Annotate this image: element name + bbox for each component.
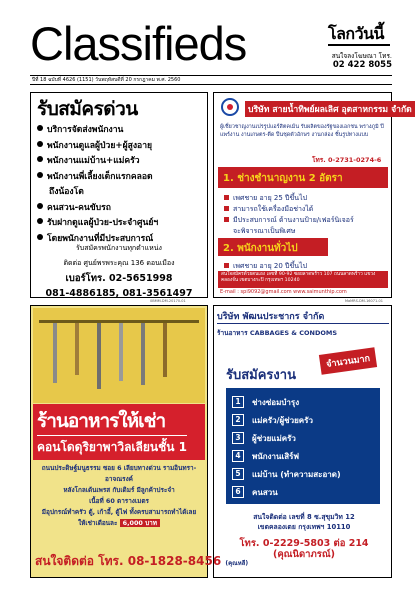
ad-recruitment-urgent xyxy=(30,92,208,298)
bullet-icon xyxy=(37,172,43,178)
list-item: เพศชาย อายุ 25 ปีขึ้นไป xyxy=(224,193,354,204)
ad2-email: E-mail : spi9092@gmail.com www.saimunthip.com xyxy=(220,289,347,295)
skimmer-icon xyxy=(119,323,123,381)
bullet-icon xyxy=(37,156,43,162)
bullet-icon xyxy=(224,263,229,268)
ad3-body-line: มีอุปกรณ์ทำครัว ตู้, เก้าอี้, ตู้ไฟ ทั้งครบสามารถทำได้เลย xyxy=(41,508,197,516)
list-item: 1 ช่างซ่อมบำรุง xyxy=(232,393,374,411)
ad2-list xyxy=(224,193,354,237)
bullet-icon xyxy=(37,125,43,131)
list-item: คนสวน-คนขับรถ xyxy=(37,201,205,217)
ad4-address: สนใจติดต่อ เลขที่ 8 ซ.สุขุมวิท 12 เขตคลองเตย กรุงเทพฯ 10110 xyxy=(253,513,355,531)
ad4-ribbon: จำนวนมาก xyxy=(319,347,377,375)
ad4-company: บริษัท พัฒนประชากร จำกัด xyxy=(217,312,325,322)
turner-icon xyxy=(141,323,145,385)
bullet-icon xyxy=(224,195,229,200)
list-item: พนักงานแม่บ้าน+แม่ครัว xyxy=(37,154,205,170)
ad3-banner xyxy=(33,404,205,460)
list-item: 4 พนักงานเสิร์ฟ xyxy=(232,447,374,465)
ad3-heading: ร้านอาหารให้เช่า xyxy=(37,410,166,432)
ad2-address: สนใจสมัครด้วยตนเอง เลขที่ 90-92 ซอยลาดพร้าว 107 ถนนลาดพร้าว แขวงคลองจั่น เขตบางกะปิ กรุงเทพฯ 10240 xyxy=(218,271,388,288)
ad1-code: 0BMM-DM-20170-01 xyxy=(150,299,186,303)
ad3-contact-name: (คุณหลี) xyxy=(225,560,249,567)
list-item-continuation: จะพิจารณาเป็นพิเศษ xyxy=(233,227,296,235)
ad2-phone: โทร. 0-2731-0274-6 xyxy=(312,156,382,164)
bullet-icon xyxy=(37,141,43,147)
list-item: 5 แม่บ้าน (ทำความสะอาด) xyxy=(232,465,374,483)
ad-saimunthip xyxy=(213,92,412,298)
list-item: บริการจัดส่งพนักงาน xyxy=(37,123,205,139)
ad3-price: 6,000 บาท xyxy=(120,519,160,527)
list-item: พนักงานพี่เลี้ยงเด็กแรกคลอด xyxy=(37,170,205,186)
ad3-body-line: ถนนประดิษฐ์มนูธรรม ซอย 6 เลียบทางด่วน รามอินทรา-อาจณรงค์ xyxy=(41,464,197,483)
ad1-heading: รับสมัครด่วน xyxy=(37,98,138,120)
spatula-icon xyxy=(53,323,57,383)
ad4-heading: รับสมัครงาน xyxy=(226,368,296,383)
ad3-body-line: หลังโกลเด้นเพรส กับเดิมร์ มีลูกค้าประจำ xyxy=(63,486,175,494)
ad4-subtitle: ร้านอาหาร CABBAGES & CONDOMS xyxy=(217,329,338,337)
ad-restaurant-rent xyxy=(30,305,249,578)
list-item: เพศชาย อายุ 20 ปีขึ้นไป xyxy=(224,261,307,272)
ad3-body-line: เนื้อที่ 60 ตารางเมตร xyxy=(89,497,149,505)
ad1-mobile: 081-4886185, 081-3561497 xyxy=(45,288,193,299)
masthead-title: Classifieds xyxy=(30,17,247,70)
bullet-icon xyxy=(224,206,229,211)
brand-logo: โลกวันนี้ xyxy=(328,24,384,43)
bullet-icon xyxy=(37,218,43,224)
kitchen-utensils-image xyxy=(33,308,205,403)
contact-block xyxy=(316,52,392,70)
bullet-icon xyxy=(224,217,229,222)
ad2-section-2: 2. พนักงานทั่วไป xyxy=(218,238,328,256)
contact-phone: 02 422 8055 xyxy=(332,60,392,70)
ad-cabbages-condoms xyxy=(213,305,392,578)
list-item-continuation: ถึงน้องโต xyxy=(49,187,84,197)
ad1-phone: เบอร์โทร. 02-5651998 xyxy=(65,273,173,284)
ladle-icon xyxy=(97,323,101,389)
contact-label: สนใจลงโฆษณา โทร. xyxy=(331,52,392,60)
list-item: สามารถใช้เครื่องมือช่างได้ xyxy=(224,204,354,215)
ad3-phone: สนใจติดต่อ โทร. 08-1828-8456 (คุณหลี) xyxy=(35,554,249,568)
ad2-description: ผู้เชี่ยวชาญงานเปรรูปแอร์สิตคเม้น รับผลิตของรัฐของเอกชน พรางภูมิ ปีแพร์งาน งานเกษตร-ตีด ปืนชุดตัวอักษร งานกล่อง ชิ้นรูปทางแบบ xyxy=(220,124,384,138)
list-item: รับฝากดูแลผู้ป่วย-ประจำศูนย์ฯ xyxy=(37,216,205,232)
ad2-header xyxy=(217,96,412,120)
list-item: มีประสบการณ์ ด้านงานป้าย/เฟอร์นิเจอร์ xyxy=(224,215,354,226)
list-item: 3 ผู้ช่วยแม่ครัว xyxy=(232,429,374,447)
ad2-section-1: 1. ช่างชำนาญงาน 2 อัตรา xyxy=(218,167,388,188)
ad1-footer xyxy=(31,241,207,301)
ad3-rent-line: ให้เช่าเดือนละ 6,000 บาท xyxy=(35,518,203,529)
company-logo-icon xyxy=(221,98,239,116)
ad2-code: MaMRS-DM-16071-01 xyxy=(345,299,383,303)
spoon-icon xyxy=(163,323,167,377)
bullet-icon xyxy=(37,234,43,240)
bullet-icon xyxy=(37,203,43,209)
ad2-company: บริษัท สายน้ำทิพย์ผลเลิศ อุตสาหกรรม จำกัด xyxy=(245,101,415,117)
issue-line: ปีที่ 18 ฉบับที่ 4626 (1151) วันพฤหัสบดีที่ 20 กรกฎาคม พ.ศ. 2560 xyxy=(30,75,392,85)
ad4-positions xyxy=(226,388,380,504)
list-item: 6 คนสวน xyxy=(232,483,374,501)
ad4-phone: โทร. 0-2229-5803 ต่อ 214 (คุณนิดาภรณ์) xyxy=(239,538,369,560)
brand-underline xyxy=(328,44,390,46)
ad3-body xyxy=(35,463,203,529)
ad1-footer-line: ติดต่อ ศูนย์พรพระคุณ 136 ดอนเมือง xyxy=(63,259,175,267)
ad1-footer-line: รับสมัครพนักงานทุกตำแหน่ง xyxy=(76,244,162,252)
whisk-icon xyxy=(75,323,79,375)
list-item: พนักงานดูแลผู้ป่วย+ผู้สูงอายุ xyxy=(37,139,205,155)
list-item: โดยพนักงานที่มีประสบการณ์ xyxy=(37,232,205,248)
ad1-list xyxy=(37,123,205,247)
list-item: 2 แม่ครัว/ผู้ช่วยครัว xyxy=(232,411,374,429)
ad3-subheading: คอนโดดุริยาพาวิลเลียนชั้น 1 xyxy=(37,435,187,457)
divider xyxy=(217,323,389,324)
